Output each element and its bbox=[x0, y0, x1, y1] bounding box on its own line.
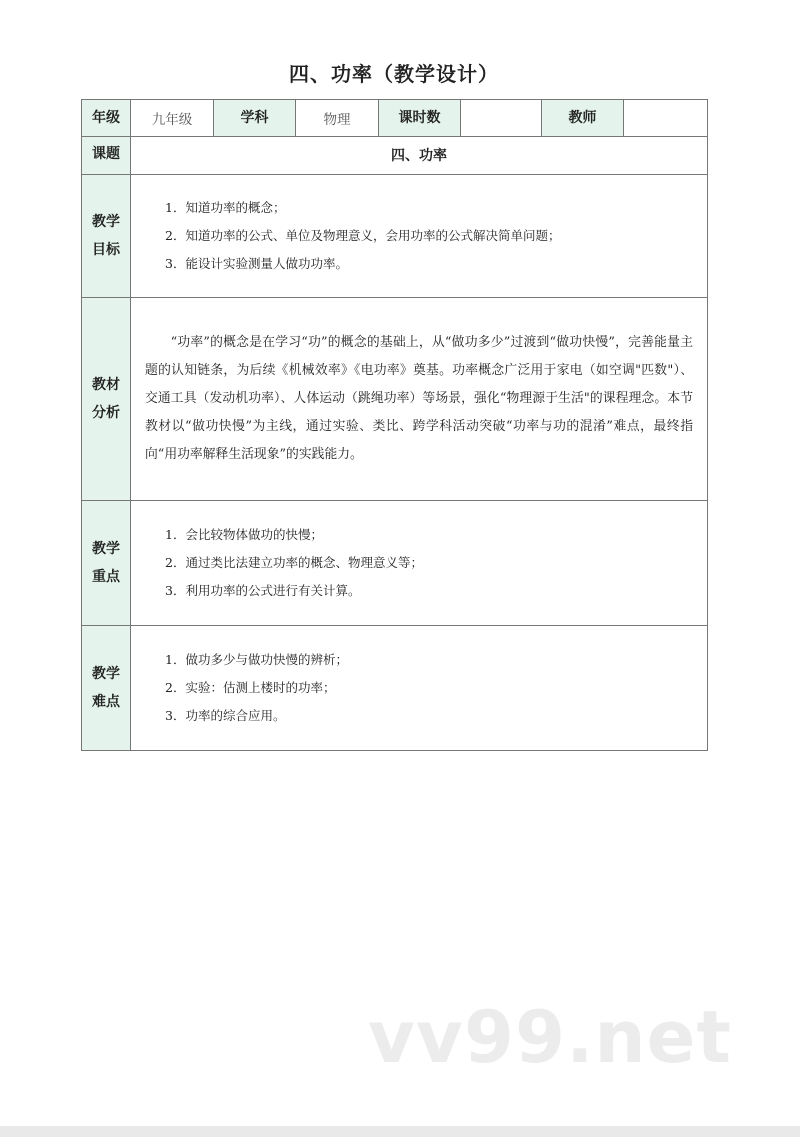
objectives-label bbox=[82, 175, 131, 298]
lesson-plan-table bbox=[81, 99, 708, 751]
watermark: vv99.net bbox=[368, 995, 732, 1079]
list-item: 2．实验：估测上楼时的功率； bbox=[165, 680, 336, 695]
label-line: 重点 bbox=[92, 569, 120, 585]
subject-label: 学科 bbox=[214, 100, 296, 137]
analysis-label bbox=[82, 298, 131, 501]
key-points-label bbox=[82, 501, 131, 626]
label-line: 教材 bbox=[92, 377, 120, 393]
difficulties-list bbox=[131, 626, 708, 751]
objectives-list bbox=[131, 175, 708, 298]
grade-label: 年级 bbox=[82, 100, 131, 137]
list-item: 3．能设计实验测量人做功功率。 bbox=[165, 256, 348, 271]
topic-label: 课题 bbox=[82, 137, 131, 175]
document-title: 四、功率（教学设计） bbox=[289, 62, 499, 86]
list-item: 3．利用功率的公式进行有关计算。 bbox=[165, 583, 361, 598]
label-line: 教学 bbox=[92, 214, 120, 230]
topic-row bbox=[82, 137, 708, 175]
list-item: 2．通过类比法建立功率的概念、物理意义等； bbox=[165, 555, 423, 570]
objectives-row bbox=[82, 175, 708, 298]
difficulties-label bbox=[82, 626, 131, 751]
hours-value bbox=[461, 100, 542, 137]
label-line: 目标 bbox=[92, 242, 120, 258]
header-row bbox=[82, 100, 708, 137]
teacher-label: 教师 bbox=[542, 100, 624, 137]
label-line: 教学 bbox=[92, 666, 120, 682]
hours-label: 课时数 bbox=[379, 100, 461, 137]
list-item: 1．会比较物体做功的快慢； bbox=[165, 527, 323, 542]
key-points-list bbox=[131, 501, 708, 626]
label-line: 难点 bbox=[92, 694, 120, 710]
topic-value: 四、功率 bbox=[131, 137, 708, 175]
label-line: 教学 bbox=[92, 541, 120, 557]
analysis-row bbox=[82, 298, 708, 501]
list-item: 1．做功多少与做功快慢的辨析； bbox=[165, 652, 348, 667]
difficulties-row bbox=[82, 626, 708, 751]
list-item: 3．功率的综合应用。 bbox=[165, 708, 286, 723]
list-item: 2．知道功率的公式、单位及物理意义，会用功率的公式解决简单问题； bbox=[165, 228, 561, 243]
grade-value: 九年级 bbox=[131, 100, 214, 137]
page-bottom-edge bbox=[0, 1126, 800, 1137]
label-line: 分析 bbox=[92, 405, 120, 421]
subject-value: 物理 bbox=[296, 100, 379, 137]
teacher-value bbox=[624, 100, 708, 137]
list-item: 1．知道功率的概念； bbox=[165, 200, 286, 215]
key-points-row bbox=[82, 501, 708, 626]
analysis-text: “功率”的概念是在学习“功”的概念的基础上，从“做功多少”过渡到“做功快慢”，完善能量主题的认知链条，为后续《机械效率》《电功率》奠基。功率概念广泛用于家电（如空调"匹数"）、交通工具（发动机功率）、人体运动（跳绳功率）等场景，强化“物理源于生活"的课程理念。本节教材以“做功快慢”为主线，通过实验、类比、跨学科活动突破“功率与功的混淆”难点，最终指向“用功率解释生活现象”的实践能力。 bbox=[131, 298, 708, 501]
